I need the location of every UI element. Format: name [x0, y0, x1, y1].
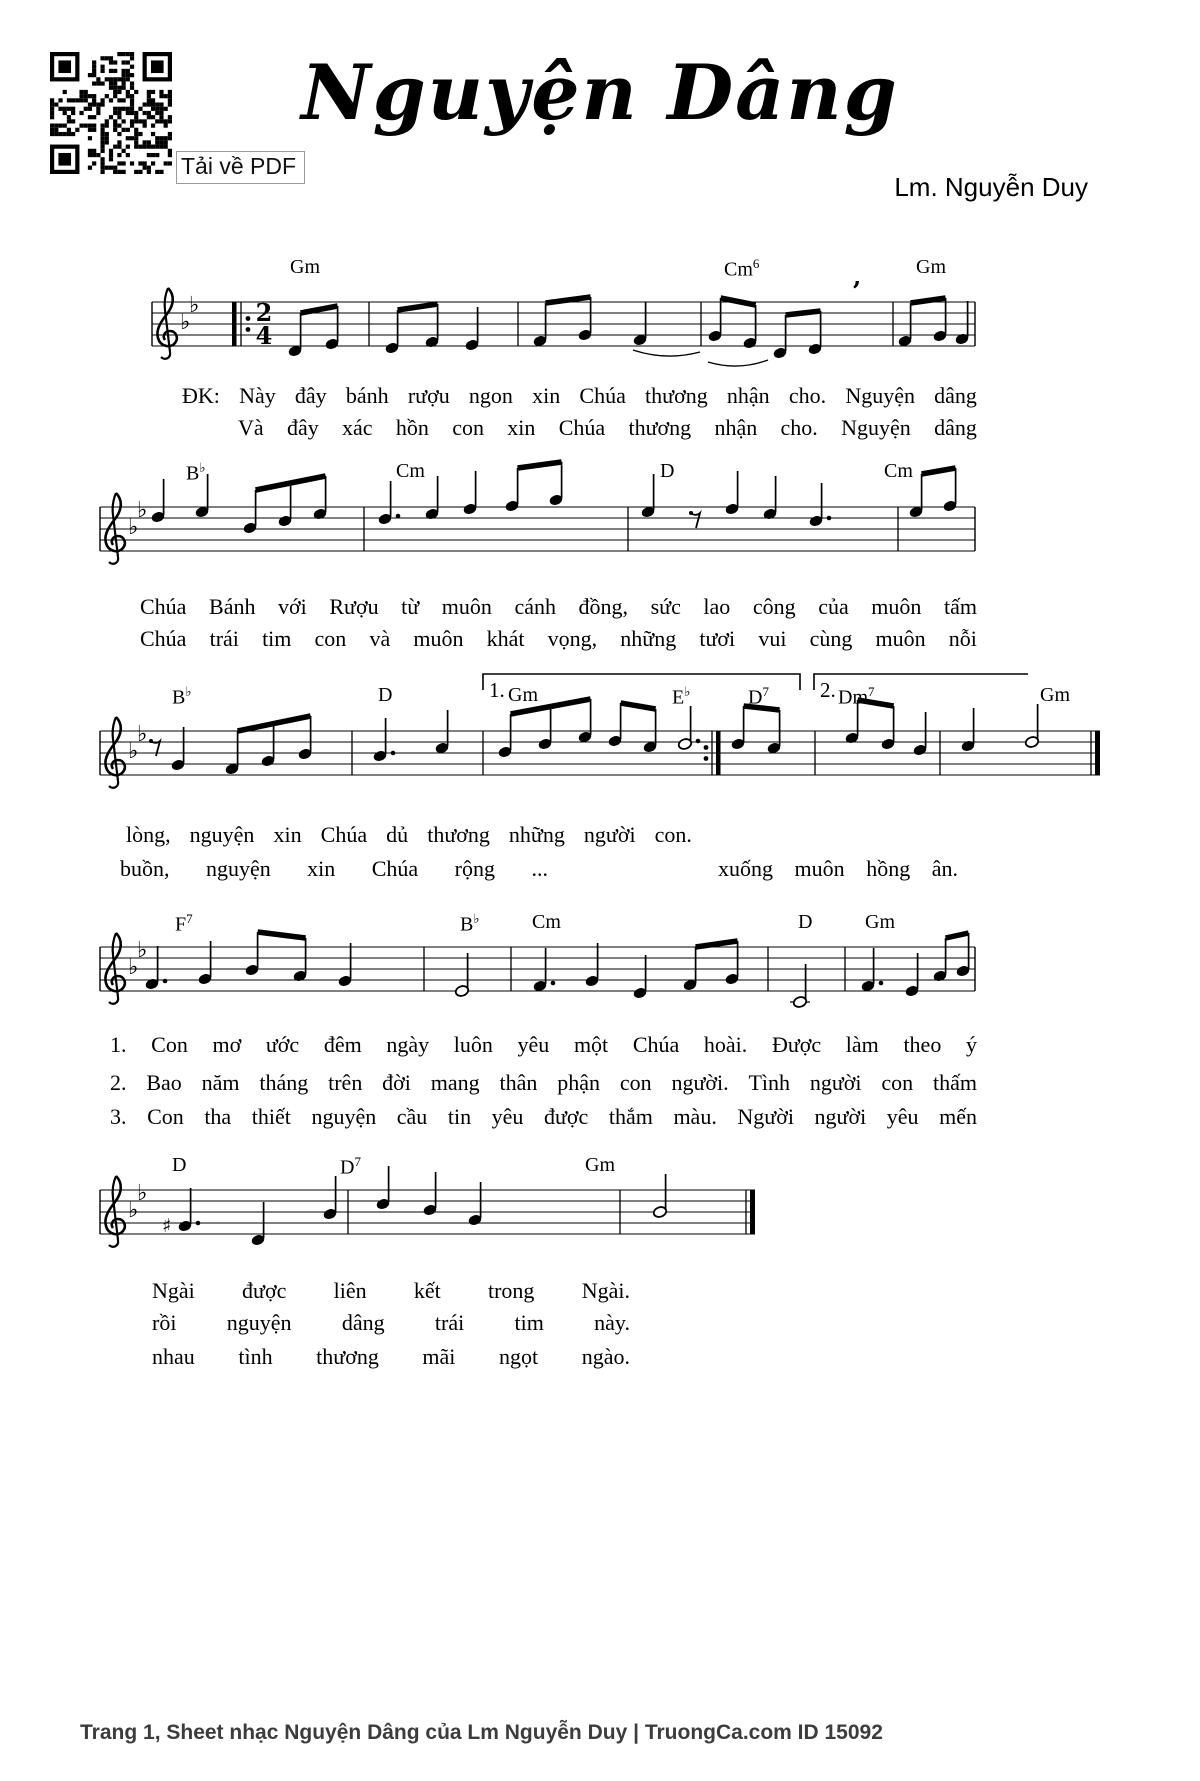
lyric-line: Ngài được liên kết trong Ngài. — [152, 1278, 630, 1303]
svg-text:♭: ♭ — [189, 293, 200, 318]
chord-label: E♭ — [672, 684, 691, 709]
music-system-1 — [0, 227, 1200, 397]
chord-label: Gm — [1040, 684, 1070, 706]
music-system-2 — [0, 432, 1200, 602]
svg-text:♭: ♭ — [128, 955, 139, 980]
footer-text: Trang 1, Sheet nhạc Nguyện Dâng của Lm Nguyễn Duy | TruongCa.com ID 15092 — [80, 1721, 883, 1744]
music-system-4 — [0, 872, 1200, 1042]
chord-label: $D^7$ — [748, 684, 769, 709]
lyric-line: 2. Bao năm tháng trên đời mang thân phận con người. Tình người con thấm — [110, 1070, 977, 1095]
svg-text:♭: ♭ — [137, 938, 148, 963]
lyric-line: ĐK: Này đây bánh rượu ngon xin Chúa thương nhận cho. Nguyện dâng — [182, 383, 977, 408]
svg-text:4: 4 — [255, 321, 273, 350]
svg-text:’: ’ — [852, 277, 862, 307]
chord-label: D — [660, 460, 675, 482]
lyric-line: rồi nguyện dâng trái tim này. — [152, 1310, 630, 1335]
chord-label: Gm — [916, 256, 946, 278]
svg-text:♭: ♭ — [137, 1181, 148, 1206]
lyric-line: Và đây xác hồn con xin Chúa thương nhận cho. Nguyện dâng — [238, 415, 977, 440]
song-title: Nguyện Dâng — [301, 48, 899, 137]
chord-label: $F^7$ — [175, 911, 193, 936]
lyric-line: 3. Con tha thiết nguyện cầu tin yêu được thắm màu. Người người yêu mến — [110, 1104, 977, 1129]
chord-label: Gm — [508, 684, 538, 706]
svg-text:2: 2 — [255, 298, 273, 327]
chord-label: Dm$^7$ — [838, 684, 875, 709]
lyric-line: Chúa trái tim con và muôn khát vọng, những tươi vui cùng muôn nỗi — [140, 626, 977, 651]
lyric-line: buồn, nguyện xin Chúa rộng ... — [120, 856, 548, 881]
svg-text:♭: ♭ — [180, 310, 191, 335]
lyric-line: nhau tình thương mãi ngọt ngào. — [152, 1344, 630, 1369]
chord-label: Gm — [865, 911, 895, 933]
chord-label: D — [798, 911, 813, 933]
chord-label: B♭ — [460, 911, 480, 936]
lyric-line: lòng, nguyện xin Chúa dủ thương những người con. — [126, 822, 692, 847]
chord-label: Gm — [585, 1154, 615, 1176]
svg-text:♭: ♭ — [137, 498, 148, 523]
chord-label: Cm — [884, 460, 913, 482]
chord-label: Cm$^6$ — [724, 256, 760, 281]
lyric-line: Chúa Bánh với Rượu từ muôn cánh đồng, sức lao công của muôn tấm — [140, 594, 977, 619]
svg-text:♭: ♭ — [137, 722, 148, 747]
lyric-line: xuống muôn hồng ân. — [718, 856, 958, 881]
chord-label: B♭ — [172, 684, 192, 709]
chord-label: Gm — [290, 256, 320, 278]
svg-text:♭: ♭ — [128, 1198, 139, 1223]
chord-label: D — [172, 1154, 187, 1176]
svg-text:♯: ♯ — [162, 1215, 172, 1237]
chord-label: $D^7$ — [340, 1154, 361, 1179]
music-system-3 — [0, 656, 1200, 826]
chord-label: Cm — [396, 460, 425, 482]
chord-label: B♭ — [186, 460, 206, 485]
svg-text:♭: ♭ — [128, 515, 139, 540]
composer-credit: Lm. Nguyễn Duy — [894, 172, 1088, 202]
chord-label: D — [378, 684, 393, 706]
volta-number: 2. — [820, 678, 836, 702]
chord-label: Cm — [532, 911, 561, 933]
music-system-5 — [0, 1115, 1200, 1285]
download-pdf-link[interactable]: Tải về PDF — [176, 151, 305, 184]
svg-text:♭: ♭ — [128, 739, 139, 764]
lyric-line: 1. Con mơ ước đêm ngày luôn yêu một Chúa hoài. Được làm theo ý — [110, 1032, 977, 1057]
volta-number: 1. — [489, 678, 505, 702]
